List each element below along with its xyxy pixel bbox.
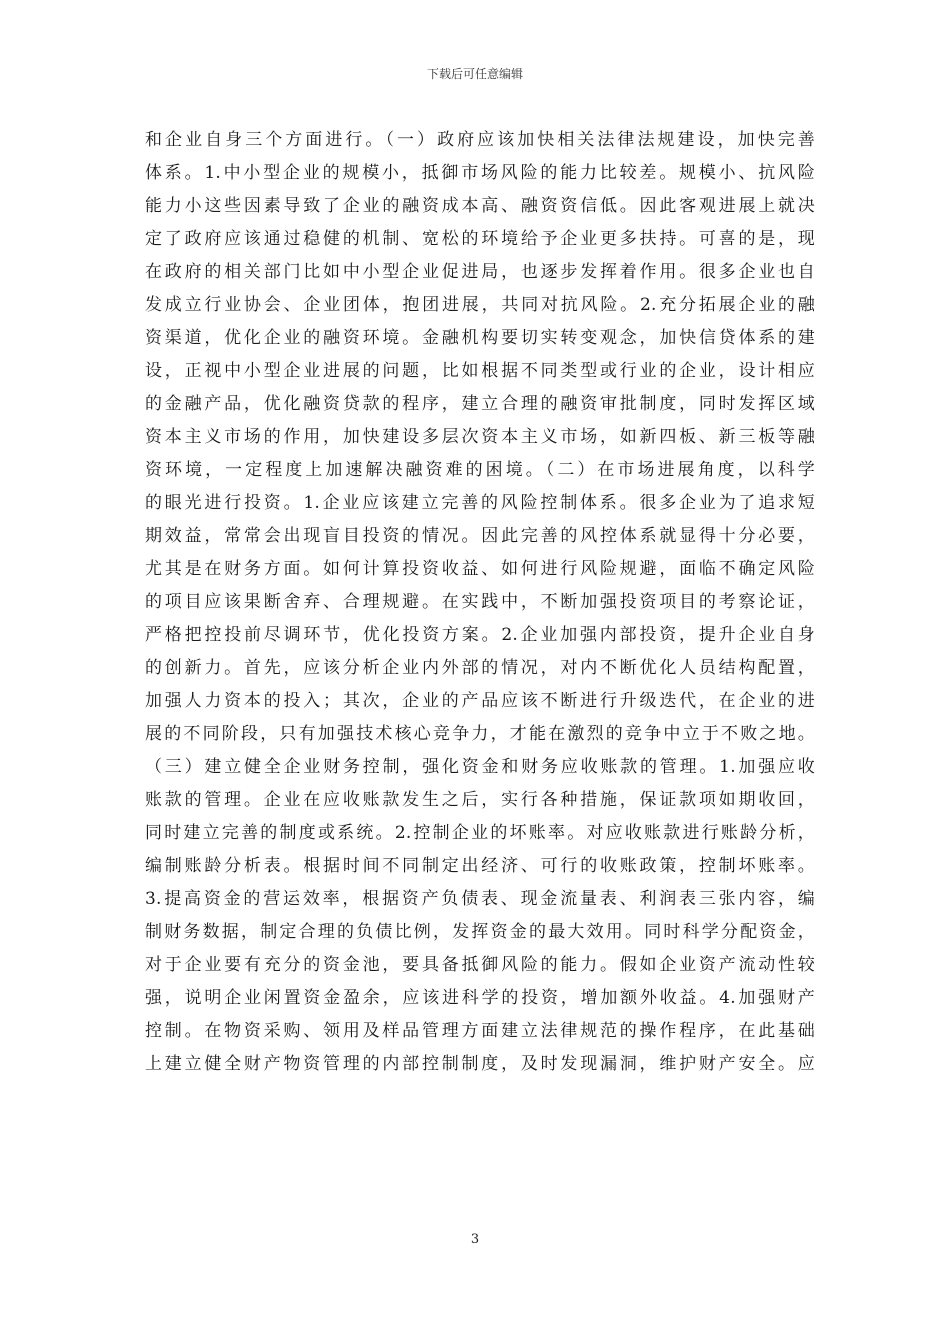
- text-line: 期效益，常常会出现盲目投资的情况。因此完善的风控体系就显得十分必要，: [145, 526, 815, 546]
- text-line: 能力小这些因素导致了企业的融资成本高、融资资信低。因此客观进展上就决: [145, 196, 815, 216]
- page-header: 下载后可任意编辑: [426, 67, 523, 81]
- text-line: 发成立行业协会、企业团体，抱团进展，共同对抗风险。2.充分拓展企业的融: [145, 295, 815, 315]
- text-line: 展的不同阶段，只有加强技术核心竞争力，才能在激烈的竞争中立于不败之地。: [145, 724, 815, 744]
- text-line: 在政府的相关部门比如中小型企业促进局，也逐步发挥着作用。很多企业也自: [145, 262, 815, 282]
- text-line: 和企业自身三个方面进行。（一）政府应该加快相关法律法规建设，加快完善: [145, 130, 815, 150]
- text-line: 尤其是在财务方面。如何计算投资收益、如何进行风险规避，面临不确定风险: [145, 559, 815, 579]
- text-line: 的金融产品，优化融资贷款的程序，建立合理的融资审批制度，同时发挥区域: [145, 394, 815, 414]
- text-line: 的眼光进行投资。1.企业应该建立完善的风险控制体系。很多企业为了追求短: [145, 493, 815, 513]
- text-line: 编制账龄分析表。根据时间不同制定出经济、可行的收账政策，控制坏账率。: [145, 856, 815, 876]
- text-line: 资本主义市场的作用，加快建设多层次资本主义市场，如新四板、新三板等融: [145, 427, 815, 447]
- text-line: 定了政府应该通过稳健的机制、宽松的环境给予企业更多扶持。可喜的是，现: [145, 229, 815, 249]
- text-line: 设，正视中小型企业进展的问题，比如根据不同类型或行业的企业，设计相应: [145, 361, 815, 381]
- text-line: 对于企业要有充分的资金池，要具备抵御风险的能力。假如企业资产流动性较: [145, 955, 815, 975]
- text-line: 3.提高资金的营运效率，根据资产负债表、现金流量表、利润表三张内容，编: [145, 889, 815, 909]
- text-line: 的项目应该果断舍弃、合理规避。在实践中，不断加强投资项目的考察论证，: [145, 592, 815, 612]
- text-line: 账款的管理。企业在应收账款发生之后，实行各种措施，保证款项如期收回，: [145, 790, 815, 810]
- text-line: 上建立健全财产物资管理的内部控制制度，及时发现漏洞，维护财产安全。应: [145, 1054, 815, 1074]
- body-text: [145, 124, 815, 1081]
- text-line: 制财务数据，制定合理的负债比例，发挥资金的最大效用。同时科学分配资金，: [145, 922, 815, 942]
- text-line: 资渠道，优化企业的融资环境。金融机构要切实转变观念，加快信贷体系的建: [145, 328, 815, 348]
- text-line: 控制。在物资采购、领用及样品管理方面建立法律规范的操作程序，在此基础: [145, 1021, 815, 1041]
- text-line: 的创新力。首先，应该分析企业内外部的情况，对内不断优化人员结构配置，: [145, 658, 815, 678]
- text-line: 体系。1.中小型企业的规模小，抵御市场风险的能力比较差。规模小、抗风险: [145, 163, 815, 183]
- text-line: 强，说明企业闲置资金盈余，应该进科学的投资，增加额外收益。4.加强财产: [145, 988, 815, 1008]
- page-number: 3: [470, 1232, 480, 1247]
- text-line: 同时建立完善的制度或系统。2.控制企业的坏账率。对应收账款进行账龄分析，: [145, 823, 815, 843]
- text-line: （三）建立健全企业财务控制，强化资金和财务应收账款的管理。1.加强应收: [145, 757, 815, 777]
- text-line: 资环境，一定程度上加速解决融资难的困境。（二）在市场进展角度，以科学: [145, 460, 815, 480]
- text-line: 严格把控投前尽调环节，优化投资方案。2.企业加强内部投资，提升企业自身: [145, 625, 815, 645]
- text-line: 加强人力资本的投入；其次，企业的产品应该不断进行升级迭代，在企业的进: [145, 691, 815, 711]
